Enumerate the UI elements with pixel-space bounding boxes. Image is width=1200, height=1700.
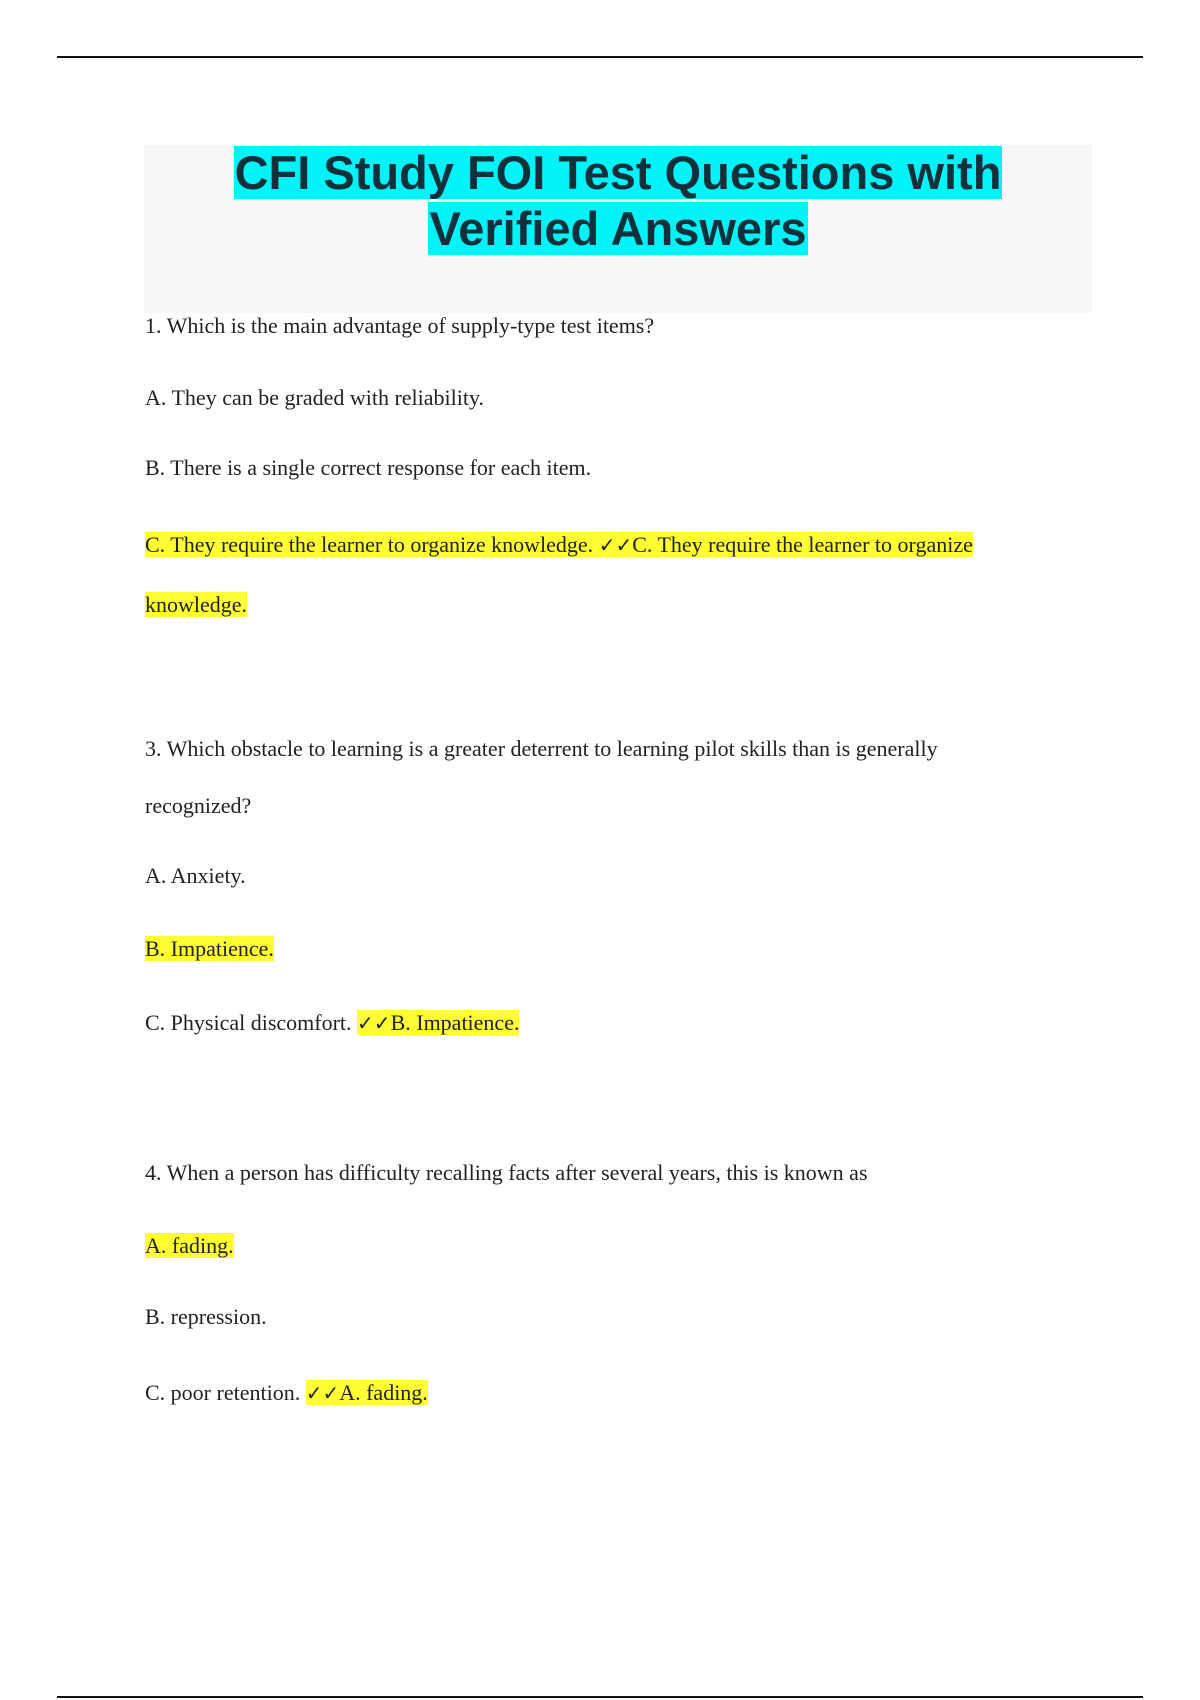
question-3-option-a: A. Anxiety.	[145, 863, 246, 888]
question-1-option-a: A. They can be graded with reliability.	[145, 385, 485, 410]
document-title	[144, 145, 1092, 257]
question-4-option-c	[145, 1378, 428, 1408]
question-3-option-b	[145, 934, 274, 964]
question-3-option-c	[145, 1008, 519, 1038]
question-4-option-a	[145, 1231, 234, 1261]
question-3-answer: B. Impatience.	[390, 1010, 520, 1035]
title-box	[144, 145, 1092, 313]
double-check-icon: ✓✓	[305, 1381, 340, 1405]
question-3-option-b-text: B. Impatience.	[145, 936, 274, 961]
bottom-rule	[57, 1696, 1143, 1698]
question-3-option-c-text: C. Physical discomfort.	[145, 1010, 352, 1035]
question-4-option-b: B. repression.	[145, 1304, 267, 1329]
question-1-answer: C. They require the learner to organize	[632, 532, 973, 557]
question-1-option-c	[145, 530, 973, 560]
question-1-answer-continued-text: knowledge.	[145, 592, 248, 617]
question-3-prompt-line-1: 3. Which obstacle to learning is a greater deterrent to learning pilot skills than is generally	[145, 736, 938, 761]
top-rule	[57, 56, 1143, 58]
title-line-1: CFI Study FOI Test Questions with	[234, 146, 1002, 199]
question-1-option-b: B. There is a single correct response for each item.	[145, 455, 592, 480]
question-4-prompt: 4. When a person has difficulty recalling facts after several years, this is known as	[145, 1160, 868, 1185]
title-line-2: Verified Answers	[429, 202, 807, 255]
question-3-prompt-line-2: recognized?	[145, 793, 252, 818]
question-1-prompt: 1. Which is the main advantage of supply-type test items?	[145, 313, 655, 338]
question-4-answer: A. fading.	[339, 1380, 428, 1405]
double-check-icon: ✓✓	[357, 1011, 391, 1035]
question-1-option-c-text: C. They require the learner to organize knowledge.	[145, 532, 594, 557]
double-check-icon: ✓✓	[598, 533, 633, 557]
question-4-option-c-text: C. poor retention.	[145, 1380, 301, 1405]
question-4-option-a-text: A. fading.	[145, 1233, 234, 1258]
question-1-answer-continued	[145, 590, 247, 620]
